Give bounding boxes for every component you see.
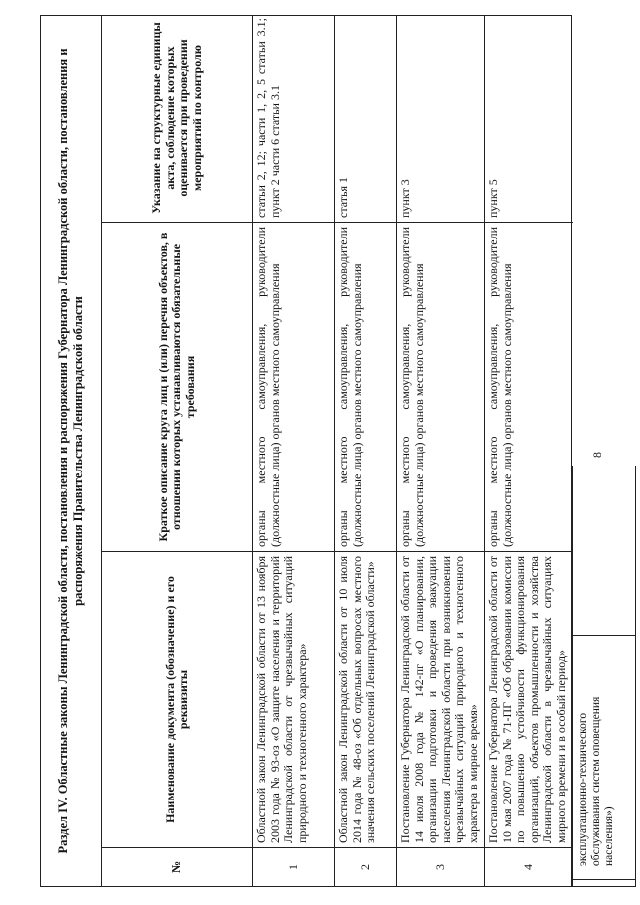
- document-name: Постановление Губернатора Ленинградской области от 10 мая 2007 года № 71-ПГ «Об образовании комиссии по повышению устойчивости функционирования организаций, объектов промышленности и хозяйства Ленинградской области в чрезвычайных ситуациях мирного времени и в особый период»: [485, 551, 573, 847]
- structural-units: статья 1: [336, 177, 350, 218]
- document-name: Постановление Губернатора Ленинградской области от 14 июля 2008 года № 142-пг «О планировании, организации подготовки и проведения эвакуации населения Ленинградской области при возникновении чрезвычайных ситуаций природного и техногенного характера в мирное время»: [397, 551, 484, 847]
- continuation-text: эксплуатационно-технического обслуживания систем оповещения населения»): [577, 696, 615, 866]
- requirements-table: [40, 15, 572, 887]
- structural-units: пункт 3: [398, 179, 412, 218]
- structural-units: статьи 2, 12; части 1, 2, 5 статьи 3.1; пункт 2 части 6 статьи 3.1: [254, 18, 282, 218]
- header-description: Краткое описание круга лиц и (или) перечня объектов, в отношении которых устанавливаются обязательные требования: [102, 222, 252, 551]
- header-document-name: Наименование документа (обозначение) и его реквизиты: [102, 551, 252, 847]
- header-number: №: [102, 847, 252, 886]
- scope-description: органы местного самоуправления, руководители (должностные лица) органов местного самоуправления: [397, 222, 484, 551]
- table-row: [335, 16, 397, 886]
- scope-description: органы местного самоуправления, руководители (должностные лица) органов местного самоуправления: [335, 222, 396, 551]
- scope-description: органы местного самоуправления, руководители (должностные лица) органов местного самоуправления: [485, 222, 573, 551]
- table-row: [253, 16, 335, 886]
- table-row: [485, 16, 573, 886]
- previous-table-continuation: [572, 466, 636, 887]
- document-name: Областной закон Ленинградской области от 13 ноября 2003 года № 93-оз «О защите населения и территорий Ленинградской области от чрезвычайных ситуаций природного и техногенного характера»: [253, 551, 334, 847]
- page-number: 8: [590, 452, 604, 458]
- structural-units: пункт 5: [486, 179, 500, 218]
- row-number: 4: [485, 847, 573, 886]
- column-divider: [573, 635, 635, 636]
- row-number: 1: [253, 847, 334, 886]
- table-header-row: [102, 16, 253, 886]
- scope-description: органы местного самоуправления, руководители (должностные лица) органов местного самоуправления: [253, 222, 334, 551]
- column-divider: [573, 879, 635, 880]
- row-number: 2: [335, 847, 396, 886]
- document-name: Областной закон Ленинградской области от 10 июля 2014 года № 48-оз «Об отдельных вопросах местного значения сельских поселений Ленинградской области»: [335, 551, 396, 847]
- table-row: [397, 16, 485, 886]
- section-title: Раздел IV. Областные законы Ленинградской области, постановления и распоряжения Губернатора Ленинградской области, постановления и распоряжения Правительства Ленинградской области: [41, 16, 102, 886]
- header-structural-units: Указание на структурные единицы акта, соблюдение которых оценивается при проведении мероприятий по контролю: [149, 22, 204, 214]
- row-number: 3: [397, 847, 484, 886]
